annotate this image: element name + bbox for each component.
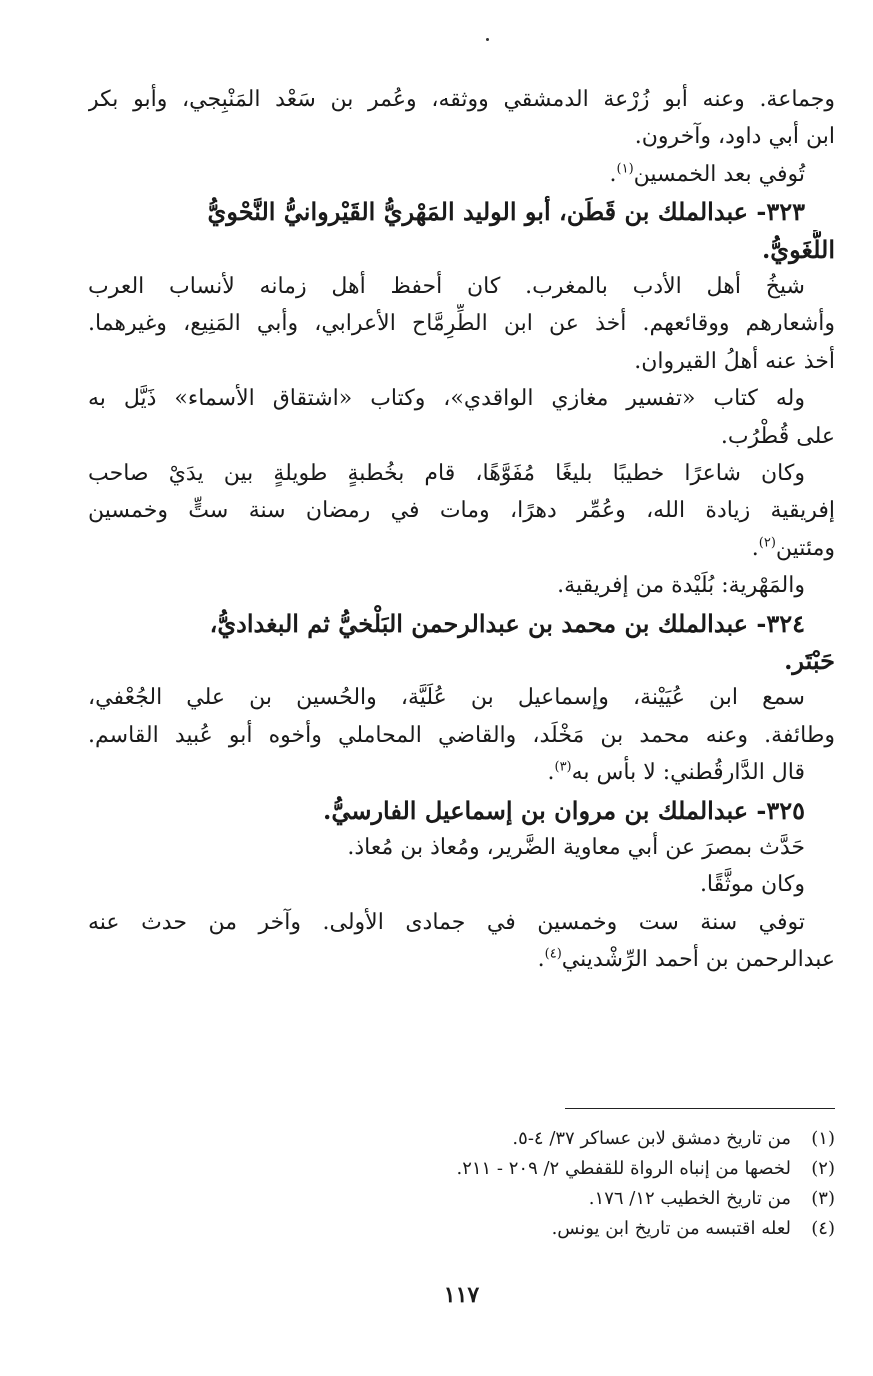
text-line bbox=[88, 80, 835, 120]
line-text: على قُطْرُب. bbox=[720, 423, 835, 449]
footnote-ref: (٣) bbox=[554, 759, 572, 775]
footnote bbox=[88, 1214, 835, 1244]
line-text: ومئتين bbox=[775, 535, 835, 561]
line-text: عبدالرحمن بن أحمد الرِّشْديني bbox=[561, 947, 835, 973]
text-line bbox=[88, 566, 835, 606]
line-text: وطائفة. وعنه محمد بن مَخْلَد، والقاضي المحاملي وأخوه أبو عُبيد القاسم. bbox=[88, 722, 835, 748]
line-text: وله كتاب «تفسير مغازي الواقدي»، وكتاب «اشتقاق الأسماء» ذَيَّل به bbox=[88, 386, 805, 412]
entry-heading bbox=[88, 192, 835, 232]
line-text: وجماعة. وعنه أبو زُرْعة الدمشقي ووثقه، وعُمر بن سَعْد المَنْبِجي، وأبو بكر bbox=[88, 87, 835, 112]
line-text: وأشعارهم ووقائعهم. أخذ عن ابن الطِّرِمَّاح الأعرابي، وأبي المَنِيع، وغيرهما. bbox=[88, 311, 835, 337]
text-line bbox=[88, 155, 835, 195]
line-text: وكان شاعرًا خطيبًا بليغًا مُفَوَّهًا، قام بخُطبةٍ طويلةٍ بين يدَيْ صاحب bbox=[88, 461, 805, 486]
text-line bbox=[88, 903, 835, 943]
line-text: أخذ عنه أهلُ القيروان. bbox=[634, 348, 835, 374]
line-text: والمَهْرية: بُلَيْدة من إفريقية. bbox=[557, 573, 805, 599]
text-line bbox=[88, 678, 835, 718]
footnote bbox=[88, 1154, 835, 1184]
line-text: سمع ابن عُيَيْنة، وإسماعيل بن عُلَيَّة، والحُسين بن علي الجُعْفي، bbox=[88, 685, 805, 711]
footnote-ref: (٢) bbox=[758, 535, 776, 551]
line-text: شيخُ أهل الأدب بالمغرب. كان أحفظ أهل زمانه لأنساب العرب bbox=[88, 274, 805, 299]
text-line bbox=[88, 304, 835, 344]
line-tail: . bbox=[609, 161, 617, 187]
line-tail: . bbox=[547, 760, 555, 786]
text-line bbox=[88, 940, 835, 980]
text-line bbox=[88, 716, 835, 756]
footnote bbox=[88, 1124, 835, 1154]
text-line bbox=[88, 379, 835, 419]
line-text: وكان موثَّقًا. bbox=[699, 872, 805, 898]
entry-heading bbox=[88, 230, 835, 270]
line-tail: . bbox=[537, 947, 545, 973]
line-text: توفي سنة ست وخمسين في جمادى الأولى. وآخر من حدث عنه bbox=[88, 909, 805, 935]
text-line bbox=[88, 342, 835, 382]
footnote-ref: (١) bbox=[616, 161, 634, 177]
footnote-ref: (٤) bbox=[544, 946, 562, 962]
line-tail: . bbox=[751, 535, 759, 561]
footnote-number: (٤) bbox=[811, 1218, 835, 1239]
text-line bbox=[88, 417, 835, 457]
text-line bbox=[88, 529, 835, 569]
text-line bbox=[88, 117, 835, 157]
entry-heading bbox=[88, 641, 835, 681]
line-text: حَبْتَر. bbox=[784, 646, 835, 675]
line-text: ابن أبي داود، وآخرون. bbox=[634, 124, 835, 150]
line-text: حَدَّث بمصرَ عن أبي معاوية الضَّرير، ومُعاذ بن مُعاذ. bbox=[347, 835, 805, 860]
footnote-text: من تاريخ دمشق لابن عساكر ٣٧/ ٤-٥. bbox=[512, 1128, 791, 1149]
page-number: ١١٧ bbox=[443, 1282, 480, 1308]
footnote-text: من تاريخ الخطيب ١٢/ ١٧٦. bbox=[588, 1188, 791, 1209]
footnote-number: (١) bbox=[811, 1128, 835, 1149]
line-text: ٣٢٤- عبدالملك بن محمد بن عبدالرحمن البَلْخيُّ ثم البغداديُّ، bbox=[209, 608, 805, 638]
line-text: ٣٢٣- عبدالملك بن قَطَن، أبو الوليد المَهْريُّ القَيْروانيُّ النَّحْويُّ bbox=[207, 197, 805, 227]
footnote-number: (٢) bbox=[811, 1158, 835, 1179]
line-text: اللُّغَويُّ. bbox=[761, 234, 835, 264]
footnote-separator bbox=[565, 1108, 835, 1109]
line-text: ٣٢٥- عبدالملك بن مروان بن إسماعيل الفارسيُّ. bbox=[322, 795, 805, 825]
footnote-text: لخصها من إنباه الرواة للقفطي ٢/ ٢٠٩ - ٢١١. bbox=[456, 1158, 791, 1179]
page-mark bbox=[486, 38, 489, 41]
footnote-number: (٣) bbox=[811, 1188, 835, 1209]
text-line bbox=[88, 828, 835, 868]
line-text: إفريقية زيادة الله، وعُمِّر دهرًا، ومات في رمضان سنة ستٍّ وخمسين bbox=[88, 498, 835, 524]
text-line bbox=[88, 753, 835, 793]
line-text: تُوفي بعد الخمسين bbox=[633, 161, 805, 187]
entry-heading bbox=[88, 791, 835, 831]
text-line bbox=[88, 865, 835, 905]
line-text: قال الدَّارقُطني: لا بأس به bbox=[571, 760, 805, 786]
text-line bbox=[88, 267, 835, 307]
book-page bbox=[88, 0, 835, 1376]
text-line bbox=[88, 454, 835, 494]
text-line bbox=[88, 491, 835, 531]
footnote bbox=[88, 1184, 835, 1214]
entry-heading bbox=[88, 604, 835, 644]
footnote-text: لعله اقتبسه من تاريخ ابن يونس. bbox=[551, 1218, 791, 1239]
